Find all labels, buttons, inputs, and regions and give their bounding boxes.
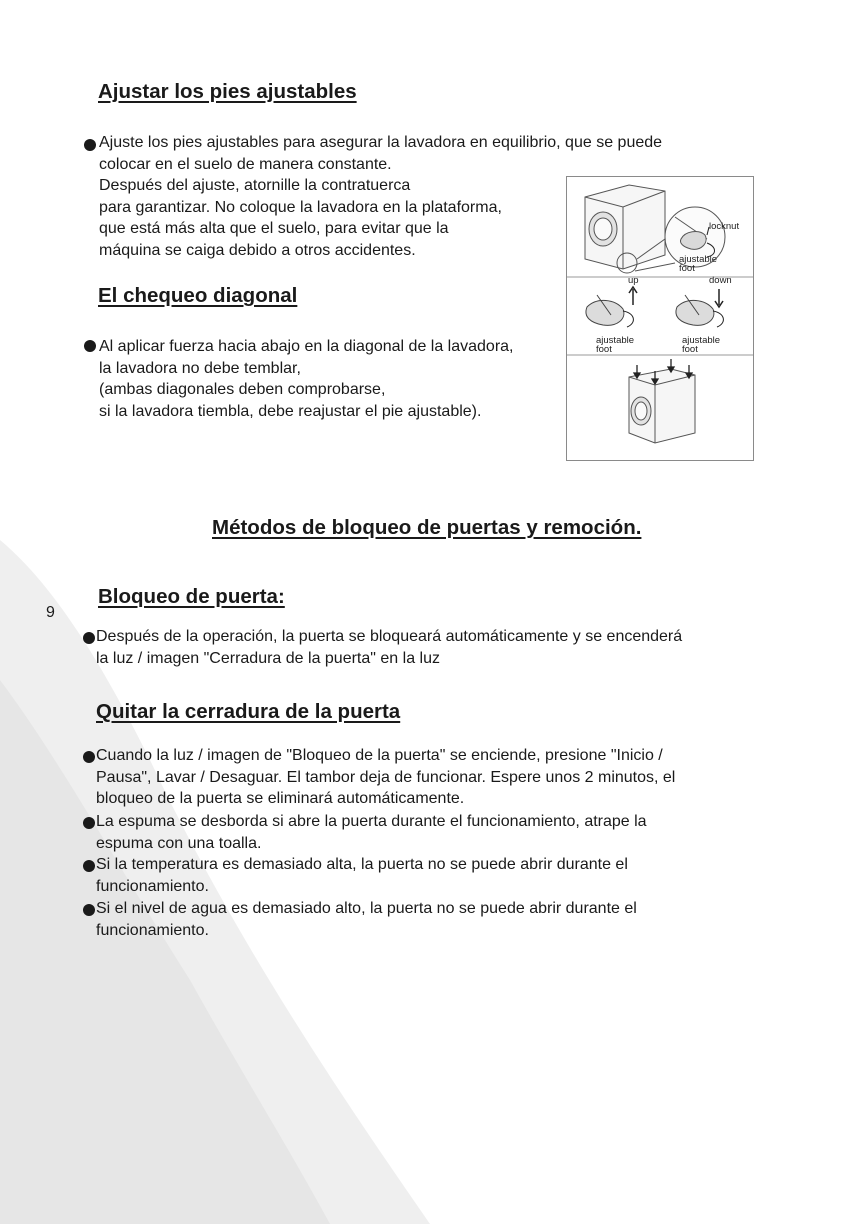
text-line: La espuma se desborda si abre la puerta durante el funcionamiento, atrape la [96,813,647,830]
door-lock-paragraph [96,626,682,669]
text-line: (ambas diagonales deben comprobarse, [99,381,386,398]
text-line: que está más alta que el suelo, para evitar que la [99,220,449,237]
locknut-label: locknut [709,221,740,232]
bullet-icon [83,860,95,872]
up-label: up [628,275,639,286]
text-line: Si el nivel de agua es demasiado alto, la puerta no se puede abrir durante el [96,900,637,917]
bullet-icon [84,340,96,352]
text-line: para garantizar. No coloque la lavadora en la plataforma, [99,198,502,216]
text-line: Al aplicar fuerza hacia abajo en la diagonal de la lavadora, [99,338,514,355]
section-title-adjust-feet: Ajustar los pies ajustables [98,80,357,103]
down-label: down [709,275,732,286]
text-line: espuma con una toalla. [96,834,262,852]
text-line: funcionamiento. [96,877,209,895]
text-line: Ajuste los pies ajustables para asegurar la lavadora en equilibrio, que se puede [99,134,663,151]
text-line: Después del ajuste, atornille la contratuerca [99,177,411,194]
text-line: Después de la operación, la puerta se bloqueará automáticamente y se encenderá [96,628,683,645]
bullet-icon [83,817,95,829]
bullet-icon [84,139,96,151]
page-number: 9 [46,604,55,621]
foot-label: foot [682,344,698,355]
main-title: Métodos de bloqueo de puertas y remoción. [212,516,642,539]
text-line: si la lavadora tiembla, debe reajustar el pie ajustable). [99,402,482,420]
bullet-icon [83,904,95,916]
washer-diagrams [567,177,753,460]
section-title-diagonal-check: El chequeo diagonal [98,284,298,307]
ajustable-label: ajustable [596,335,635,346]
adjustable-feet-illustration [566,176,754,461]
text-line: máquina se caiga debido a otros accidentes. [99,241,416,259]
remove-lock-paragraph-1 [96,745,675,810]
bullet-icon [83,751,95,763]
text-line: Si la temperatura es demasiado alta, la puerta no se puede abrir durante el [96,856,628,873]
text-line: Pausa", Lavar / Desaguar. El tambor deja de funcionar. Espere unos 2 minutos, el [96,768,676,786]
bullet-icon [83,632,95,644]
remove-lock-paragraph-2 [96,811,647,854]
text-line: Cuando la luz / imagen de "Bloqueo de la puerta" se enciende, presione "Inicio / [96,747,663,764]
ajustable-label: ajustable [682,335,721,346]
text-line: funcionamiento. [96,921,209,939]
remove-lock-paragraph-3 [96,854,628,897]
section-title-door-lock: Bloqueo de puerta: [98,585,285,608]
section-title-remove-lock: Quitar la cerradura de la puerta [96,700,401,723]
diagonal-check-paragraph [99,336,514,422]
text-line: colocar en el suelo de manera constante. [99,155,392,173]
ajustable-label: ajustable [679,254,718,265]
text-line: la luz / imagen "Cerradura de la puerta" en la luz [96,649,440,667]
text-line: la lavadora no debe temblar, [99,359,301,377]
remove-lock-paragraph-4 [96,898,637,941]
foot-label: foot [596,344,612,355]
text-line: bloqueo de la puerta se eliminará automáticamente. [96,790,465,807]
foot-label: foot [679,263,695,274]
